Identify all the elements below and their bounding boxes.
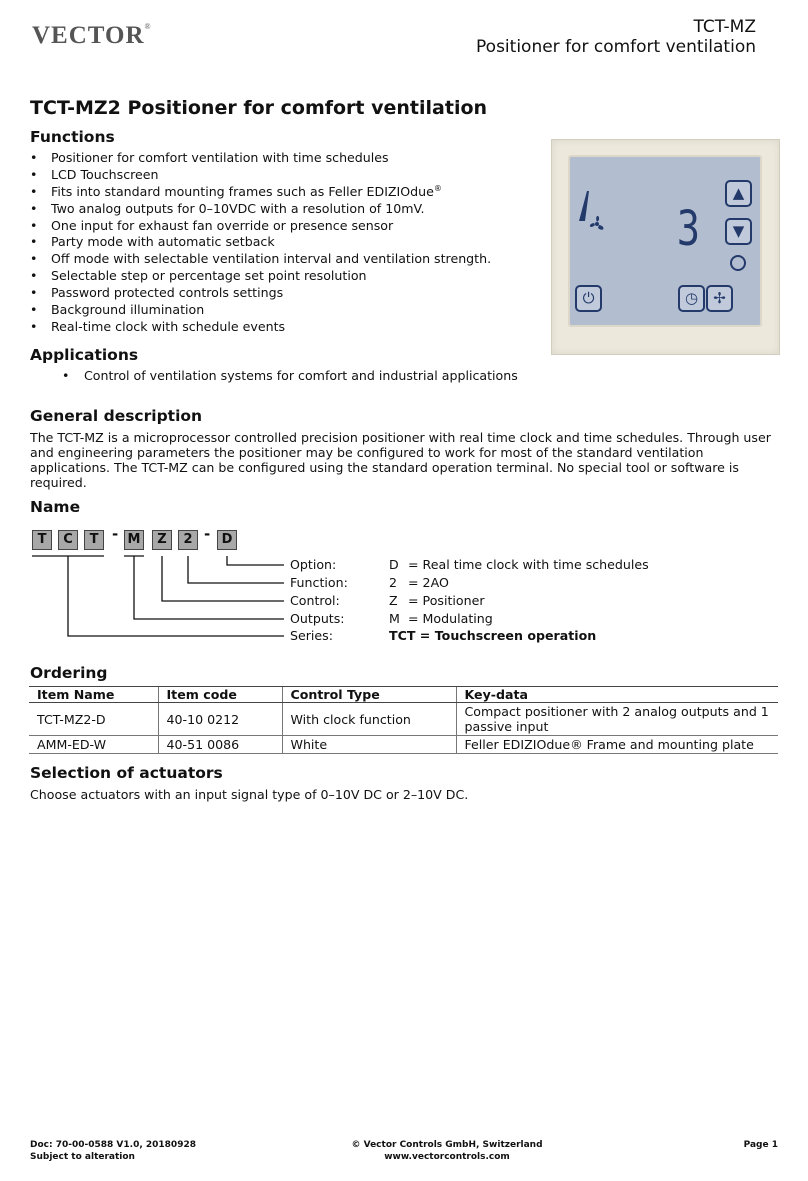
name-label: Series:: [290, 628, 333, 643]
list-item: • Selectable step or percentage set point resolution: [30, 268, 491, 285]
table-row: [29, 736, 778, 754]
power-button[interactable]: ⏻: [575, 285, 602, 312]
ordering-heading: Ordering: [30, 664, 108, 682]
code-letter: M: [124, 530, 144, 550]
list-item: • Party mode with automatic setback: [30, 234, 491, 251]
fan-button[interactable]: ✢: [706, 285, 733, 312]
header-product: TCT-MZ: [693, 17, 756, 37]
code-letter: 2: [178, 530, 198, 550]
list-item: • Password protected controls settings: [30, 285, 491, 302]
up-button[interactable]: ▲: [725, 180, 752, 207]
table-header-row: [29, 687, 778, 703]
name-label: Control:: [290, 593, 340, 608]
footer-doc: Doc: 70-00-0588 V1.0, 20180928 Subject to alteration: [30, 1140, 196, 1162]
code-letter: T: [84, 530, 104, 550]
table-cell: With clock function: [282, 703, 456, 736]
general-description: The TCT-MZ is a microprocessor controlled precision positioner with real time clock and time schedules. Through user and engineering parameters the positioner may be configured to work for most of the standard ventilation applications. The TCT-MZ can be configured using the standard operation terminal. No special tool or software is required.: [30, 430, 771, 490]
code-dash: -: [112, 525, 119, 543]
table-cell: 40-51 0086: [158, 736, 282, 754]
table-cell: Compact positioner with 2 analog outputs and 1 passive input: [456, 703, 778, 736]
list-item: • Positioner for comfort ventilation with time schedules: [30, 150, 491, 167]
column-header: Item code: [158, 687, 282, 703]
name-label: Function:: [290, 575, 348, 590]
column-header: Key-data: [456, 687, 778, 703]
table-cell: 40-10 0212: [158, 703, 282, 736]
list-item: • Two analog outputs for 0–10VDC with a resolution of 10mV.: [30, 201, 491, 218]
table-row: [29, 703, 778, 736]
actuators-heading: Selection of actuators: [30, 764, 223, 782]
footer-page: Page 1: [743, 1140, 778, 1150]
page-title: TCT-MZ2 Positioner for comfort ventilation: [30, 97, 488, 119]
code-letter: Z: [152, 530, 172, 550]
list-item: • Off mode with selectable ventilation interval and ventilation strength.: [30, 251, 491, 268]
name-label: Outputs:: [290, 611, 345, 626]
list-item: • LCD Touchscreen: [30, 167, 491, 184]
name-value: D = Real time clock with time schedules: [389, 557, 649, 572]
table-cell: White: [282, 736, 456, 754]
general-heading: General description: [30, 407, 203, 425]
applications-item: • Control of ventilation systems for comfort and industrial applications: [62, 368, 518, 383]
code-letter: D: [217, 530, 237, 550]
lcd-digit: 3: [676, 201, 701, 257]
name-value: 2 = 2AO: [389, 575, 449, 590]
clock-button[interactable]: ◷: [678, 285, 705, 312]
column-header: Item Name: [29, 687, 158, 703]
list-item: • Fits into standard mounting frames such as Feller EDIZIOdue®: [30, 184, 491, 201]
name-value: TCT = Touchscreen operation: [389, 628, 597, 643]
ordering-table: [29, 686, 778, 754]
functions-heading: Functions: [30, 128, 115, 146]
table-cell: TCT-MZ2-D: [29, 703, 158, 736]
down-button[interactable]: ▼: [725, 218, 752, 245]
name-label: Option:: [290, 557, 337, 572]
name-heading: Name: [30, 498, 81, 516]
applications-heading: Applications: [30, 346, 139, 364]
table-cell: AMM-ED-W: [29, 736, 158, 754]
name-value: M = Modulating: [389, 611, 493, 626]
vector-logo: VECTOR®: [32, 22, 152, 49]
list-item: • Background illumination: [30, 302, 491, 319]
name-value: Z = Positioner: [389, 593, 485, 608]
header-subtitle: Positioner for comfort ventilation: [476, 37, 756, 57]
code-letter: T: [32, 530, 52, 550]
table-cell: Feller EDIZIOdue® Frame and mounting plate: [456, 736, 778, 754]
list-item: • Real-time clock with schedule events: [30, 319, 491, 336]
code-dash: -: [204, 525, 211, 543]
list-item: • One input for exhaust fan override or presence sensor: [30, 218, 491, 235]
column-header: Control Type: [282, 687, 456, 703]
footer-center: © Vector Controls GmbH, Switzerland www.vectorcontrols.com: [351, 1140, 543, 1162]
code-letter: C: [58, 530, 78, 550]
actuators-text: Choose actuators with an input signal type of 0–10V DC or 2–10V DC.: [30, 787, 469, 802]
